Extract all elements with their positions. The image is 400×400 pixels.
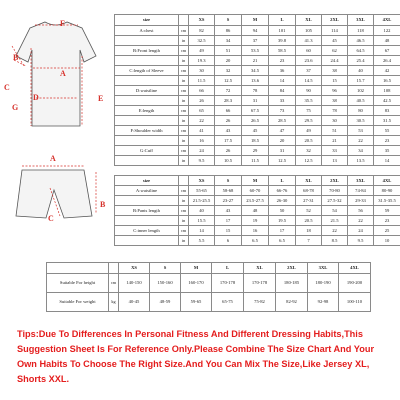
- jersey-cell: 67.5: [242, 106, 269, 116]
- shorts-illustration: [0, 152, 112, 232]
- jersey-size-table: [114, 14, 400, 166]
- jersey-row-unit: cm: [179, 106, 189, 116]
- jersey-header-cell: L: [269, 15, 296, 26]
- shorts-row-unit: cm: [179, 206, 189, 216]
- jersey-row-unit: in: [179, 136, 189, 146]
- jersey-cell: 22: [348, 136, 374, 146]
- jersey-cell: 49: [189, 46, 215, 56]
- shorts-cell: 80-90: [374, 186, 400, 196]
- jersey-cell: 83: [374, 106, 400, 116]
- suitable-cell: 180-190: [308, 274, 339, 293]
- jersey-cell: 32: [296, 146, 322, 156]
- shorts-cell: 6.5: [269, 236, 296, 246]
- jersey-cell: 90: [296, 86, 322, 96]
- jersey-cell: 10.5: [215, 156, 242, 166]
- jersey-row-label: [115, 76, 179, 86]
- jersey-cell: 39.8: [269, 36, 296, 46]
- shorts-diagram: [0, 152, 112, 232]
- jersey-cell: 62: [322, 46, 348, 56]
- jersey-row-label: [115, 56, 179, 66]
- shorts-cell: 68-78: [296, 186, 322, 196]
- suitable-cell: 59-65: [181, 293, 212, 312]
- tips-line-4: Shorts XXL.: [17, 374, 70, 384]
- jersey-row: [115, 96, 400, 106]
- jersey-cell: 13.6: [242, 76, 269, 86]
- shorts-cell: 19: [242, 216, 269, 226]
- shorts-cell: 27.5-32: [322, 196, 348, 206]
- tips-line-3: Own Habits To Choose The Right Size.And You Can Mix The Size,Like Jersey XL,: [17, 359, 370, 369]
- jersey-cell: 35.5: [296, 96, 322, 106]
- suitable-header-cell: 4XL: [339, 263, 371, 274]
- shorts-cell: 27-31: [296, 196, 322, 206]
- suitable-header-cell: 2XL: [276, 263, 308, 274]
- shorts-cell: 58-68: [215, 186, 242, 196]
- jersey-cell: 19.3: [189, 56, 215, 66]
- jersey-cell: 48: [374, 36, 400, 46]
- jersey-row-unit: in: [179, 76, 189, 86]
- jersey-row-unit: cm: [179, 146, 189, 156]
- shorts-cell: 29-33: [348, 196, 374, 206]
- jersey-cell: 24: [189, 146, 215, 156]
- jersey-cell: 20: [269, 136, 296, 146]
- jersey-cell: 66: [215, 106, 242, 116]
- jersey-cell: 12.5: [269, 156, 296, 166]
- suitable-header-cell: XS: [119, 263, 150, 274]
- jersey-row-label: [115, 36, 179, 46]
- jersey-cell: 46.5: [348, 36, 374, 46]
- shorts-header-cell: L: [269, 176, 296, 186]
- jersey-header-cell: M: [242, 15, 269, 26]
- suitable-header-cell: L: [212, 263, 244, 274]
- shorts-cell: 40: [189, 206, 215, 216]
- jersey-cell: 26: [215, 116, 242, 126]
- shorts-cell: 24: [348, 226, 374, 236]
- label-b: B: [13, 53, 19, 62]
- jersey-cell: 94: [242, 26, 269, 36]
- shorts-cell: 21.5-25.5: [189, 196, 215, 206]
- suitable-cell: 40-45: [119, 293, 150, 312]
- jersey-header-cell: [179, 15, 189, 26]
- jersey-cell: 15: [322, 76, 348, 86]
- shorts-cell: 14: [189, 226, 215, 236]
- jersey-cell: 35: [374, 146, 400, 156]
- suitable-cell: 92-98: [308, 293, 339, 312]
- shorts-size-table: [114, 175, 400, 246]
- jersey-cell: 96: [322, 86, 348, 96]
- shorts-row-unit: cm: [179, 226, 189, 236]
- shorts-row: [115, 226, 400, 236]
- jersey-row-label: [115, 136, 179, 146]
- jersey-cell: 23.6: [296, 56, 322, 66]
- jersey-cell: 78: [322, 106, 348, 116]
- label-c: C: [4, 83, 10, 92]
- shorts-cell: 66-76: [269, 186, 296, 196]
- jersey-cell: 40.5: [348, 96, 374, 106]
- label-shorts-c: C: [48, 214, 54, 223]
- jersey-cell: 67: [374, 46, 400, 56]
- jersey-cell: 11.5: [189, 76, 215, 86]
- jersey-cell: 9.5: [189, 156, 215, 166]
- tips-line-1: Tips:Due To Differences In Personal Fitness And Different Dressing Habits,This: [17, 329, 363, 339]
- jersey-row-label: [115, 96, 179, 106]
- shorts-cell: 23.5-27.5: [242, 196, 269, 206]
- jersey-header-row: [115, 15, 400, 26]
- shorts-row-label: [115, 236, 179, 246]
- shorts-row-label: [115, 196, 179, 206]
- jersey-cell: 45: [242, 126, 269, 136]
- jersey-row-unit: in: [179, 96, 189, 106]
- suitable-cell: 170-178: [244, 274, 276, 293]
- tips-line-2: Suggestion Sheet Is For Reference Only.Please Combine The Size Chart And Your: [17, 344, 375, 354]
- suitable-cell: 48-59: [150, 293, 181, 312]
- jersey-cell: 34.5: [242, 66, 269, 76]
- suitable-row-label: Suitable For height: [47, 274, 109, 293]
- jersey-cell: 29: [242, 146, 269, 156]
- jersey-cell: 14.5: [296, 76, 322, 86]
- shorts-cell: 6: [215, 236, 242, 246]
- jersey-header-cell: XS: [189, 15, 215, 26]
- jersey-row: [115, 76, 400, 86]
- suitable-header-cell: 3XL: [308, 263, 339, 274]
- jersey-cell: 41.3: [296, 36, 322, 46]
- jersey-cell: 36: [269, 66, 296, 76]
- label-g: G: [12, 103, 19, 112]
- jersey-cell: 28.3: [215, 96, 242, 106]
- jersey-cell: 26: [189, 96, 215, 106]
- shorts-header-row: [115, 176, 400, 186]
- suitable-cell: 75-82: [244, 293, 276, 312]
- jersey-header-cell: size: [115, 15, 179, 26]
- shorts-row-label: A:waistline: [115, 186, 179, 196]
- suitable-cell: 140-150: [119, 274, 150, 293]
- jersey-cell: 26: [215, 146, 242, 156]
- jersey-cell: 82: [189, 26, 215, 36]
- jersey-row-unit: cm: [179, 86, 189, 96]
- jersey-cell: 86: [215, 26, 242, 36]
- jersey-row: [115, 36, 400, 46]
- jersey-cell: 13.5: [348, 156, 374, 166]
- jersey-row-unit: in: [179, 116, 189, 126]
- jersey-row: [115, 106, 400, 116]
- jersey-cell: 75: [296, 106, 322, 116]
- jersey-header-cell: 2XL: [322, 15, 348, 26]
- jersey-row-label: [115, 116, 179, 126]
- jersey-cell: 47: [269, 126, 296, 136]
- shorts-cell: 22: [322, 226, 348, 236]
- shorts-header-cell: 3XL: [348, 176, 374, 186]
- jersey-header-cell: XL: [296, 15, 322, 26]
- jersey-cell: 66: [189, 86, 215, 96]
- suitable-row-unit: kg: [109, 293, 119, 312]
- jersey-cell: 51: [215, 46, 242, 56]
- shorts-header-cell: [179, 176, 189, 186]
- jersey-cell: 18.5: [242, 136, 269, 146]
- jersey-row: [115, 146, 400, 156]
- jersey-cell: 21: [242, 56, 269, 66]
- jersey-row: [115, 116, 400, 126]
- jersey-cell: 73: [269, 106, 296, 116]
- jersey-cell: 34: [215, 36, 242, 46]
- jersey-cell: 14: [269, 76, 296, 86]
- shorts-cell: 59: [374, 206, 400, 216]
- suitable-header-row: [47, 263, 371, 274]
- shorts-row: [115, 186, 400, 196]
- shorts-header-cell: S: [215, 176, 242, 186]
- jersey-cell: 51: [322, 126, 348, 136]
- jersey-cell: 30.5: [348, 116, 374, 126]
- jersey-row-unit: cm: [179, 26, 189, 36]
- shorts-row-unit: in: [179, 236, 189, 246]
- jersey-cell: 23: [269, 56, 296, 66]
- jersey-cell: 40: [348, 66, 374, 76]
- shorts-cell: 31.5-35.5: [374, 196, 400, 206]
- suitable-header-cell: [47, 263, 109, 274]
- jersey-illustration: [0, 8, 112, 148]
- jersey-cell: 65: [189, 106, 215, 116]
- shorts-header-cell: 4XL: [374, 176, 400, 186]
- suitable-header-cell: M: [181, 263, 212, 274]
- jersey-cell: 16: [189, 136, 215, 146]
- shorts-cell: 19.5: [269, 216, 296, 226]
- jersey-row-unit: in: [179, 56, 189, 66]
- jersey-cell: 32.5: [189, 36, 215, 46]
- shorts-cell: 56: [348, 206, 374, 216]
- jersey-cell: 34: [348, 146, 374, 156]
- shorts-cell: 18: [296, 226, 322, 236]
- jersey-cell: 30: [322, 116, 348, 126]
- label-shorts-b: B: [100, 200, 106, 209]
- jersey-row-unit: cm: [179, 66, 189, 76]
- suitable-cell: 82-92: [276, 293, 308, 312]
- jersey-cell: 25.4: [348, 56, 374, 66]
- jersey-cell: 122: [374, 26, 400, 36]
- suitable-row: [47, 293, 371, 312]
- jersey-cell: 28.5: [269, 116, 296, 126]
- jersey-cell: 58.5: [269, 46, 296, 56]
- jersey-header-cell: 3XL: [348, 15, 374, 26]
- shorts-row-unit: in: [179, 196, 189, 206]
- jersey-cell: 41: [189, 126, 215, 136]
- shorts-cell: 52: [296, 206, 322, 216]
- tips-note: [17, 327, 392, 387]
- jersey-cell: 31.5: [374, 116, 400, 126]
- jersey-cell: 13: [322, 156, 348, 166]
- suitable-cell: 190-200: [339, 274, 371, 293]
- shorts-header-cell: XL: [296, 176, 322, 186]
- shorts-cell: 6.5: [242, 236, 269, 246]
- shorts-row: [115, 196, 400, 206]
- jersey-cell: 42.5: [374, 96, 400, 106]
- jersey-row: [115, 46, 400, 56]
- jersey-cell: 64.5: [348, 46, 374, 56]
- jersey-row: [115, 26, 400, 36]
- suitable-row-label: Suitable For weight: [47, 293, 109, 312]
- jersey-row-unit: cm: [179, 46, 189, 56]
- suitable-header-cell: [109, 263, 119, 274]
- jersey-cell: 53: [348, 126, 374, 136]
- jersey-cell: 21: [322, 136, 348, 146]
- shorts-cell: 7: [296, 236, 322, 246]
- shorts-cell: 8.5: [322, 236, 348, 246]
- jersey-cell: 31: [242, 96, 269, 106]
- jersey-cell: 15.7: [348, 76, 374, 86]
- jersey-row: [115, 136, 400, 146]
- jersey-cell: 118: [348, 26, 374, 36]
- shorts-cell: 5.5: [189, 236, 215, 246]
- shorts-row-label: [115, 216, 179, 226]
- jersey-cell: 33: [322, 146, 348, 156]
- shorts-cell: 25: [374, 226, 400, 236]
- suitable-header-cell: S: [150, 263, 181, 274]
- jersey-cell: 108: [374, 86, 400, 96]
- shorts-cell: 9.5: [348, 236, 374, 246]
- jersey-cell: 37: [242, 36, 269, 46]
- shorts-header-cell: 2XL: [322, 176, 348, 186]
- suitable-header-cell: XL: [244, 263, 276, 274]
- shorts-header-cell: size: [115, 176, 179, 186]
- jersey-row-label: G:Cuff: [115, 146, 179, 156]
- jersey-cell: 33: [269, 96, 296, 106]
- jersey-cell: 37: [296, 66, 322, 76]
- jersey-cell: 11.5: [242, 156, 269, 166]
- shorts-row: [115, 216, 400, 226]
- shorts-cell: 55-65: [189, 186, 215, 196]
- label-d: D: [33, 93, 39, 102]
- shorts-cell: 22: [348, 216, 374, 226]
- jersey-row-unit: in: [179, 36, 189, 46]
- shorts-row-unit: in: [179, 216, 189, 226]
- jersey-row: [115, 66, 400, 76]
- jersey-cell: 20: [215, 56, 242, 66]
- jersey-row-label: A:chest: [115, 26, 179, 36]
- jersey-row-label: B:Front length: [115, 46, 179, 56]
- shorts-row-label: B:Pants length: [115, 206, 179, 216]
- shorts-row-label: C:inner length: [115, 226, 179, 236]
- jersey-header-cell: S: [215, 15, 242, 26]
- jersey-cell: 45: [322, 36, 348, 46]
- suitable-cell: 160-170: [181, 274, 212, 293]
- shorts-cell: 16: [242, 226, 269, 236]
- shorts-cell: 20.5: [296, 216, 322, 226]
- jersey-cell: 22: [189, 116, 215, 126]
- jersey-cell: 114: [322, 26, 348, 36]
- jersey-cell: 12.5: [296, 156, 322, 166]
- shorts-cell: 26-30: [269, 196, 296, 206]
- jersey-cell: 32: [215, 66, 242, 76]
- jersey-cell: 43: [215, 126, 242, 136]
- shorts-cell: 15.5: [189, 216, 215, 226]
- jersey-row-label: C:length of Sleeve: [115, 66, 179, 76]
- shorts-cell: 70-80: [322, 186, 348, 196]
- shorts-cell: 23: [374, 216, 400, 226]
- shorts-header-cell: XS: [189, 176, 215, 186]
- jersey-row: [115, 156, 400, 166]
- label-a: A: [60, 69, 66, 78]
- suitable-row: [47, 274, 371, 293]
- jersey-row-label: E:length: [115, 106, 179, 116]
- jersey-cell: 23: [374, 136, 400, 146]
- shorts-cell: 54: [322, 206, 348, 216]
- jersey-cell: 16.5: [374, 76, 400, 86]
- suitable-table: [46, 262, 371, 312]
- jersey-cell: 105: [296, 26, 322, 36]
- suitable-cell: 150-160: [150, 274, 181, 293]
- shorts-cell: 17: [215, 216, 242, 226]
- shorts-cell: 21.5: [322, 216, 348, 226]
- jersey-row: [115, 126, 400, 136]
- jersey-cell: 24.4: [322, 56, 348, 66]
- jersey-cell: 30: [189, 66, 215, 76]
- shorts-cell: 60-70: [242, 186, 269, 196]
- jersey-cell: 12.5: [215, 76, 242, 86]
- suitable-cell: 180-185: [276, 274, 308, 293]
- shorts-row: [115, 236, 400, 246]
- shorts-cell: 48: [242, 206, 269, 216]
- jersey-cell: 38: [322, 96, 348, 106]
- shorts-cell: 23-27: [215, 196, 242, 206]
- label-shorts-a: A: [50, 154, 56, 163]
- jersey-cell: 26.4: [374, 56, 400, 66]
- jersey-cell: 55: [374, 126, 400, 136]
- suitable-cell: 65-75: [212, 293, 244, 312]
- jersey-cell: 78: [242, 86, 269, 96]
- jersey-cell: 14: [374, 156, 400, 166]
- jersey-cell: 31: [269, 146, 296, 156]
- jersey-cell: 72: [215, 86, 242, 96]
- shorts-cell: 43: [215, 206, 242, 216]
- jersey-cell: 101: [269, 26, 296, 36]
- jersey-diagram: [0, 8, 112, 148]
- shorts-cell: 17: [269, 226, 296, 236]
- shorts-cell: 74-84: [348, 186, 374, 196]
- jersey-cell: 80: [348, 106, 374, 116]
- jersey-cell: 26.5: [242, 116, 269, 126]
- jersey-header-cell: 4XL: [374, 15, 400, 26]
- jersey-row-label: [115, 156, 179, 166]
- jersey-row: [115, 86, 400, 96]
- jersey-row-label: D:waistline: [115, 86, 179, 96]
- jersey-cell: 17.5: [215, 136, 242, 146]
- shorts-cell: 50: [269, 206, 296, 216]
- label-e: E: [98, 94, 104, 103]
- label-f: F: [60, 19, 65, 28]
- jersey-row: [115, 56, 400, 66]
- jersey-cell: 84: [269, 86, 296, 96]
- shorts-row: [115, 206, 400, 216]
- jersey-cell: 60: [296, 46, 322, 56]
- suitable-cell: 170-178: [212, 274, 244, 293]
- jersey-cell: 49: [296, 126, 322, 136]
- jersey-row-label: F:Shoulder width: [115, 126, 179, 136]
- shorts-row-unit: cm: [179, 186, 189, 196]
- jersey-cell: 20.5: [296, 136, 322, 146]
- jersey-row-unit: cm: [179, 126, 189, 136]
- jersey-row-unit: in: [179, 156, 189, 166]
- jersey-cell: 102: [348, 86, 374, 96]
- shorts-cell: 15: [215, 226, 242, 236]
- jersey-cell: 42: [374, 66, 400, 76]
- suitable-cell: 100-110: [339, 293, 371, 312]
- shorts-header-cell: M: [242, 176, 269, 186]
- jersey-cell: 29.5: [296, 116, 322, 126]
- jersey-cell: 38: [322, 66, 348, 76]
- jersey-cell: 53.5: [242, 46, 269, 56]
- shorts-cell: 10: [374, 236, 400, 246]
- suitable-row-unit: cm: [109, 274, 119, 293]
